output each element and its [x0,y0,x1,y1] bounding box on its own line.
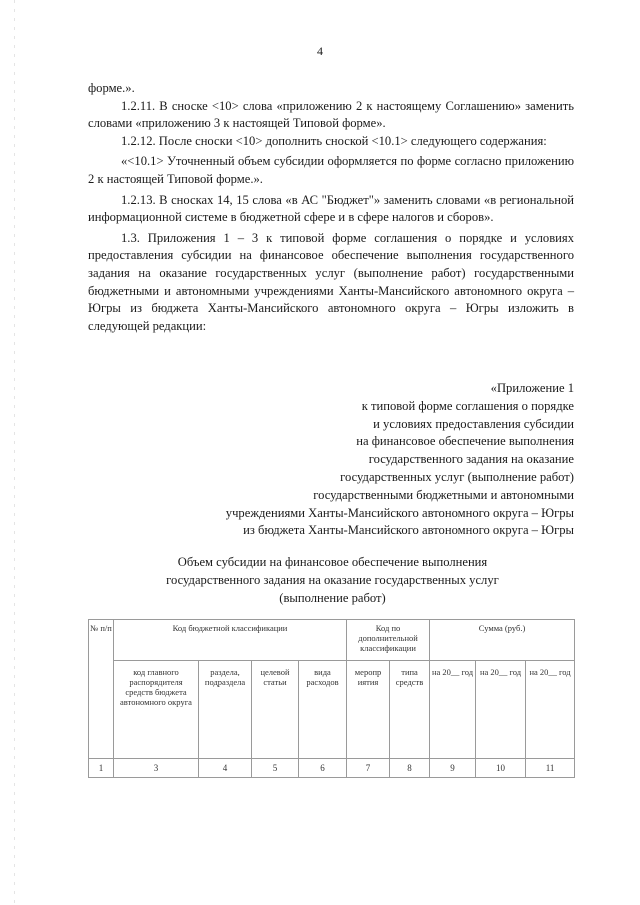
appendix-header [226,380,574,540]
column-number: 11 [526,759,575,778]
column-number: 6 [299,759,347,778]
column-number: 9 [430,759,476,778]
column-number: 3 [114,759,199,778]
header-amount: Сумма (руб.) [430,620,575,661]
header-budget-classification: Код бюджетной классификации [114,620,347,661]
appendix-line: государственного задания на оказание [368,452,574,467]
header-additional-classification: Код по дополнительной классификации [347,620,430,661]
subheader-cell: на 20__ год [430,661,476,759]
subheader-cell: типа средств [390,661,430,759]
subheader-cell: меропр иятия [347,661,390,759]
table-title [0,553,640,607]
appendix-line: к типовой форме соглашения о порядке [361,398,574,413]
page-number: 4 [317,44,323,58]
subsidy-table [88,619,575,778]
subheader-cell: целевой статьи [252,661,299,759]
table-subheader-row [89,661,575,759]
appendix-line: и условиях предоставления субсидии [373,416,574,431]
column-number: 5 [252,759,299,778]
appendix-line: на финансовое обеспечение выполнения [356,434,574,449]
appendix-line: «Приложение 1 [490,381,574,395]
subheader-cell: на 20__ год [526,661,575,759]
scan-edge-marks [14,0,15,905]
subheader-cell: раздела, подраздела [199,661,252,759]
paragraph-1-2-11: 1.2.11. В сноске <10> слова «приложению 2 к настоящему Соглашению» заменить словами «приложению 3 к настоящей Типовой форме». [88,98,574,131]
appendix-line: из бюджета Ханты-Мансийского автономного округа – Югры [243,523,574,538]
appendix-line: учреждениями Ханты-Мансийского автономного округа – Югры [225,505,574,520]
amendment-text [88,80,574,335]
column-number: 1 [89,759,114,778]
column-number: 10 [476,759,526,778]
subheader-cell: код главного распорядителя средств бюджета автономного округа [114,661,199,759]
paragraph-footnote-10-1: «<10.1> Уточненный объем субсидии оформляется по форме согласно приложению 2 к настоящей Типовой форме.». [88,154,574,186]
table-title-line: государственного задания на оказание государственных услуг [166,573,499,587]
column-number: 8 [390,759,430,778]
column-number: 7 [347,759,390,778]
table-column-number-row [89,759,575,778]
paragraph-continuation: форме.». [88,81,135,95]
paragraph-1-2-12: 1.2.12. После сноски <10> дополнить сноской <10.1> следующего содержания: [121,133,547,148]
header-num: № п/п [89,620,114,759]
appendix-line: государственными бюджетными и автономными [313,487,574,502]
table-title-line: (выполнение работ) [279,591,386,605]
table-title-line: Объем субсидии на финансовое обеспечение выполнения [177,555,488,569]
table-header-row [89,620,575,661]
subheader-cell: на 20__ год [476,661,526,759]
subheader-cell: вида расходов [299,661,347,759]
column-number: 4 [199,759,252,778]
paragraph-1-2-13: 1.2.13. В сносках 14, 15 слова «в АС "Бюджет"» заменить словами «в региональной информационной системе в бюджетной сфере и в сфере налогов и сборов». [88,192,574,225]
appendix-line: государственных услуг (выполнение работ) [340,469,574,484]
paragraph-1-3: 1.3. Приложения 1 – 3 к типовой форме соглашения о порядке и условиях предоставления субсидии на финансовое обеспечение выполнения государственного задания на оказание государственных услуг (выполнение работ) государственными бюджетными и автономными учреждениями Ханты-Мансийского автономного округа – Югры из бюджета Ханты-Мансийского автономного округа – Югры изложить в следующей редакции: [88,230,574,333]
